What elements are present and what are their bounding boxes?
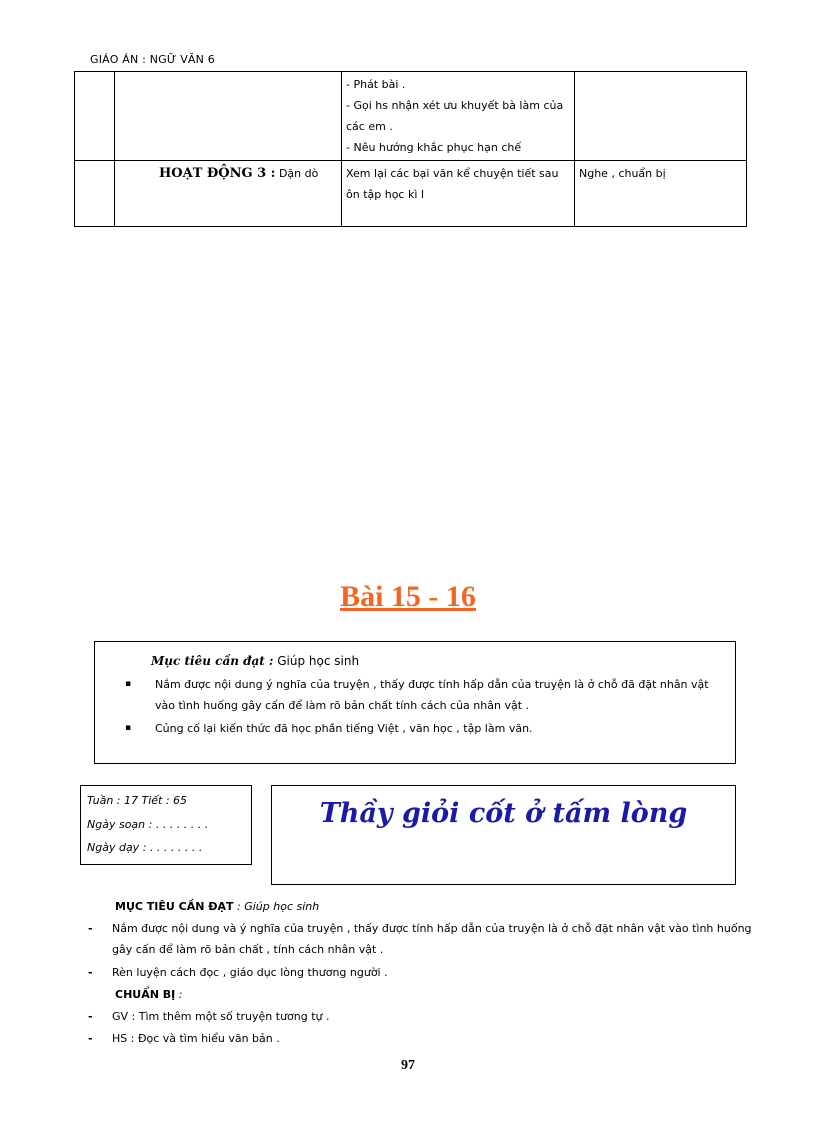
objectives-box-label-rest: Giúp học sinh	[273, 654, 360, 668]
page-number: 97	[401, 1058, 415, 1073]
table-cell-index	[75, 72, 115, 161]
table-cell-student	[575, 72, 747, 161]
lesson-title: Thầy giỏi cốt ở tấm lòng	[319, 798, 688, 829]
teach-date: Ngày dạy : . . . . . . . .	[87, 841, 203, 854]
list-item: - Rèn luyện cách đọc , giáo dục lòng thương người .	[88, 962, 772, 983]
activity-label: HOẠT ĐỘNG 3 :	[159, 166, 276, 181]
table-cell-index	[75, 161, 115, 227]
objectives-label: MỤC TIÊU CẦN ĐẠT	[115, 900, 234, 913]
objectives-box-label: Mục tiêu cần đạt :	[151, 654, 274, 668]
table-row	[75, 72, 747, 161]
lesson-plan-table	[74, 71, 747, 227]
table-cell-activity	[115, 161, 342, 227]
list-item: - GV : Tìm thêm một số truyện tương tự .	[88, 1006, 772, 1027]
prep-date: Ngày soạn : . . . . . . . .	[87, 818, 209, 831]
list-item: - HS : Đọc và tìm hiểu văn bản .	[88, 1028, 772, 1049]
table-row	[75, 161, 747, 227]
table-cell-teacher: Xem lại các bại văn kể chuyện tiết sau ôn tập học kì I	[342, 161, 575, 227]
teacher-line: - Nêu hướng khắc phục hạn chế	[346, 141, 522, 154]
document-header: GIÁO ÁN : NGỮ VĂN 6	[90, 53, 215, 66]
teacher-line: - Phát bài .	[346, 78, 406, 91]
objectives-label-rest: : Giúp học sinh	[233, 900, 320, 913]
objectives-heading	[115, 900, 319, 913]
list-item: ▪ Củng cố lại kiến thức đã học phần tiếng Việt , văn học , tập làm văn.	[125, 718, 725, 739]
table-cell-student: Nghe , chuẩn bị	[575, 161, 747, 227]
list-item: - Nắm được nội dung và ý nghĩa của truyện , thấy được tính hấp dẫn của truyện là ở chỗ đặt nhân vật vào tình huống gây cấn để làm rõ bản chất , tính cách nhân vật .	[88, 918, 772, 960]
prepare-label: CHUẨN BỊ	[115, 988, 176, 1001]
table-cell-activity	[115, 72, 342, 161]
week-info-box	[80, 785, 252, 865]
lesson-heading: Bài 15 - 16	[340, 580, 476, 613]
objectives-box	[94, 641, 736, 764]
prepare-label-rest: :	[175, 988, 183, 1001]
table-cell-teacher	[342, 72, 575, 161]
activity-text: Dặn dò	[275, 167, 319, 180]
week-line: Tuần : 17 Tiết : 65	[87, 794, 188, 807]
prepare-heading	[115, 988, 182, 1001]
teacher-line: - Gọi hs nhận xét ưu khuyết bà làm của các em .	[346, 99, 564, 133]
objectives-box-list	[125, 674, 725, 739]
list-item: ▪ Nắm được nội dung ý nghĩa của truyện , thấy được tính hấp dẫn của truyện là ở chỗ đã đặt nhân vật vào tình huống gây cấn để làm rõ bản chất tính cách của nhân vật .	[125, 674, 725, 716]
objectives-box-heading	[151, 654, 359, 668]
lesson-title-box	[271, 785, 736, 885]
